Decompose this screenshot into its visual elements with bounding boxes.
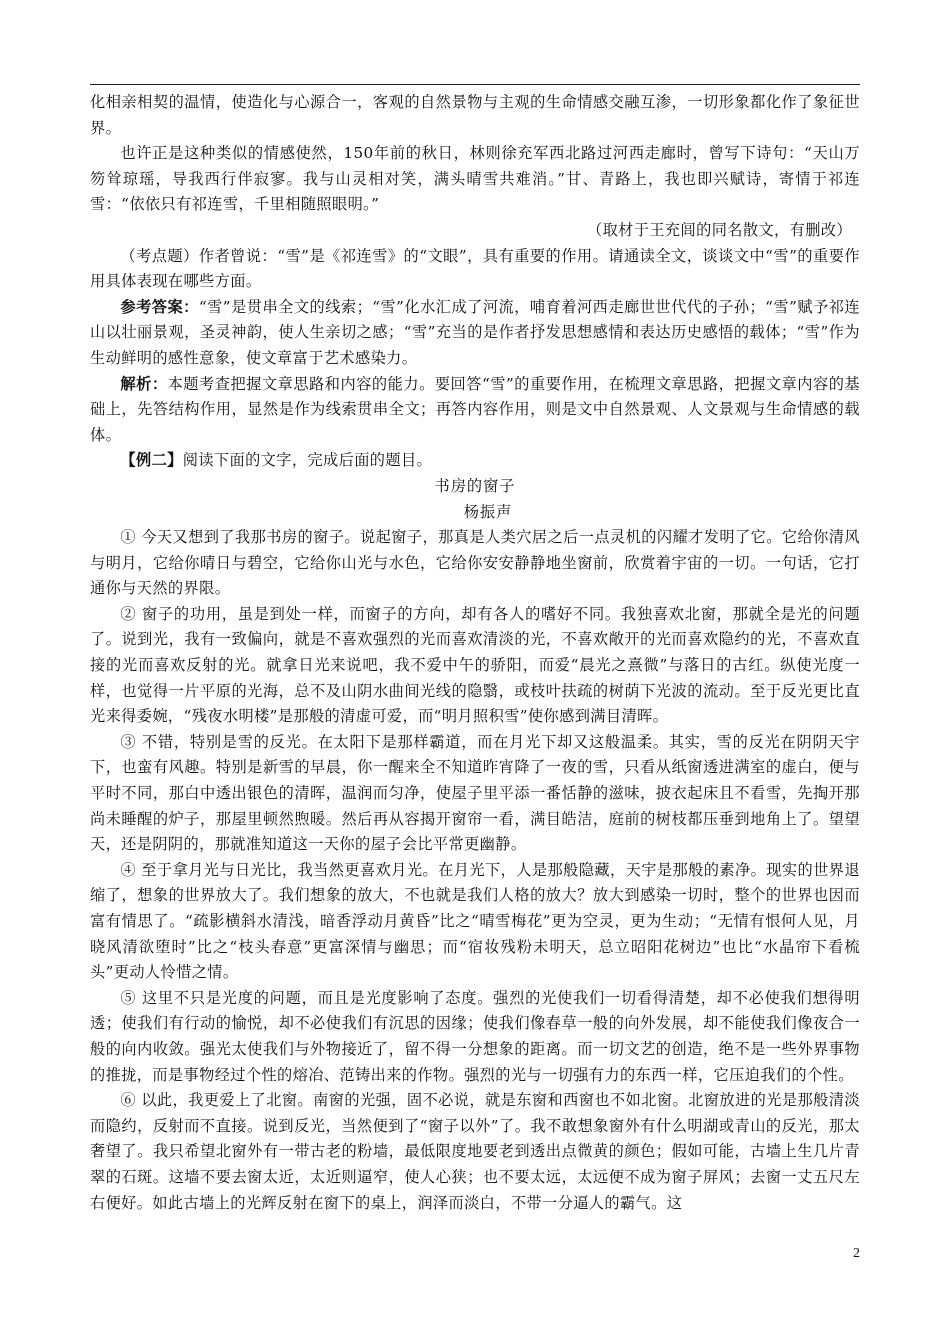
page-number: 2 — [853, 1246, 860, 1261]
essay-title: 书房的窗子 — [434, 476, 516, 495]
essay-paragraph: ② 窗子的功用，虽是到处一样，而窗子的方向，却有各人的嗜好不同。我独喜欢北窗，那就全是光的问题了。说到光，我有一致偏向，就是不喜欢强烈的光而喜欢清淡的光，不喜欢敞开的光而喜欢隐约的光，不喜欢直接的光而喜欢反射的光。就拿日光来说吧，我不爱中午的骄阳，而爱“晨光之熹微”与落日的古红。纵使光度一样，也觉得一片平原的光海，总不及山阴水曲间光线的隐翳，或枝叶扶疏的树荫下光波的流动。至于反光更比直光来得委婉，“残夜水明楼”是那般的清虚可爱，而“明月照积雪”使你感到满目清晖。 — [90, 604, 860, 726]
example-text: 阅读下面的文字，完成后面的题目。 — [182, 451, 433, 470]
analysis-text: 本题考查把握文章思路和内容的能力。要回答“雪”的重要作用，在梳理文章思路，把握文章内容的基础上，先答结构作用，显然是作为线索贯串全文；再答内容作用，则是文中自然景观、人文景观与生命情感的载体。 — [90, 374, 861, 444]
paragraph: 化相亲相契的温情，使造化与心源合一，客观的自然景物与主观的生命情感交融互渗，一切形象都化作了象征世界。 — [90, 93, 860, 137]
essay-author: 杨振声 — [463, 502, 513, 521]
question: （考点题）作者曾说：“雪”是《祁连雪》的“文眼”，具有重要的作用。请通读全文，谈谈文中“雪”的重要作用具体表现在哪些方面。 — [90, 246, 860, 291]
essay-paragraph: ④ 至于拿月光与日光比，我当然更喜欢月光。在月光下，人是那般隐藏，天宇是那般的素净。现实的世界退缩了，想象的世界放大了。我们想象的放大，不也就是我们人格的放大？放大到感染一切时，整个的世界也因而富有情思了。“疏影横斜水清浅，暗香浮动月黄昏”比之“晴雪梅花”更为空灵，更为生动；“无情有恨何人见，月晓风清欲堕时”比之“枝头春意”更富深情与幽思；而“宿妆残粉未明天，总立昭阳花树边”也比“水晶帘下看梳头”更动人怜惜之情。 — [90, 860, 860, 982]
essay-paragraph: ⑤ 这里不只是光度的问题，而且是光度影响了态度。强烈的光使我们一切看得清楚，却不必使我们想得明透；使我们有行动的愉悦，却不必使我们有沉思的因缘；使我们像春草一般的向外发展，却不能使我们像夜合一般的向内收敛。强光太使我们与外物接近了，留不得一分想象的距离。而一切文艺的创造，绝不是一些外界事物的推拢，而是事物经过个性的熔冶、范铸出来的作物。强烈的光与一切强有力的东西一样，它压迫我们的个性。 — [90, 988, 860, 1084]
example-label: 【例二】 — [120, 451, 183, 470]
answer-label: 参考答案： — [120, 297, 199, 316]
analysis-label: 解析： — [120, 374, 168, 393]
analysis — [90, 372, 860, 449]
essay-paragraph: ① 今天又想到了我那书房的窗子。说起窗子，那真是人类穴居之后一点灵机的闪耀才发明了它。它给你清风与明月，它给你晴日与碧空，它给你山光与水色，它给你安安静静地坐窗前，欣赏着宇宙的一切。一句话，它打通你与天然的界限。 — [90, 528, 860, 598]
example-heading — [90, 448, 860, 474]
header-rule — [90, 84, 860, 85]
paragraph: 也许正是这种类似的情感使然，150年前的秋日，林则徐充军西北路过河西走廊时，曾写下诗句：“天山万笏耸琼瑶，导我西行伴寂寥。我与山灵相对笑，满头晴雪共难消。”甘、青路上，我也即兴赋诗，寄情于祁连雪：“依依只有祁连雪，千里相随照眼明。” — [90, 144, 860, 214]
answer — [90, 295, 860, 372]
source-note: （取材于王充闾的同名散文，有删改） — [587, 220, 852, 239]
page-body — [90, 90, 860, 1216]
essay-paragraph: ⑥ 以此，我更爱上了北窗。南窗的光强，固不必说，就是东窗和西窗也不如北窗。北窗放进的光是那般清淡而隐约，反射而不直接。说到反光，当然便到了“窗子以外”了。我不敢想象窗外有什么明湖或青山的反光，那太奢望了。我只希望北窗外有一带古老的粉墙，最低限度地要老到透出点微黄的颜色；假如可能，古墙上生几片青翠的石斑。这墙不要去窗太近，太近则逼窄，使人心狭；也不要太远，太远便不成为窗子屏风；去窗一丈五尺左右便好。如此古墙上的光辉反射在窗下的桌上，润泽而淡白，不带一分逼人的霸气。这 — [90, 1091, 860, 1212]
essay-paragraph: ③ 不错，特别是雪的反光。在太阳下是那样霸道，而在月光下却又这般温柔。其实，雪的反光在阴阴天宇下，也蛮有风趣。特别是新雪的早晨，你一醒来全不知道昨宵降了一夜的雪，只看从纸窗透进满室的虚白，便与平时不同，那白中透出银色的清晖，温润而匀净，使屋子里平添一番恬静的滋味，披衣起床且不看雪，先掏开那尚未睡醒的炉子，那屋里顿然煦暖。然后再从容揭开窗帘一看，满目皓洁，庭前的树枝都压垂到地角上了。望望天，还是阴阴的，那就准知道这一天你的屋子会比平常更幽静。 — [90, 732, 860, 854]
answer-text: “雪”是贯串全文的线索；“雪”化水汇成了河流，哺育着河西走廊世世代代的子孙；“雪”赋予祁连山以壮丽景观，圣灵神韵，使人生亲切之感；“雪”充当的是作者抒发思想感情和表达历史感悟的载体；“雪”作为生动鲜明的感性意象，使文章富于艺术感染力。 — [90, 297, 861, 367]
